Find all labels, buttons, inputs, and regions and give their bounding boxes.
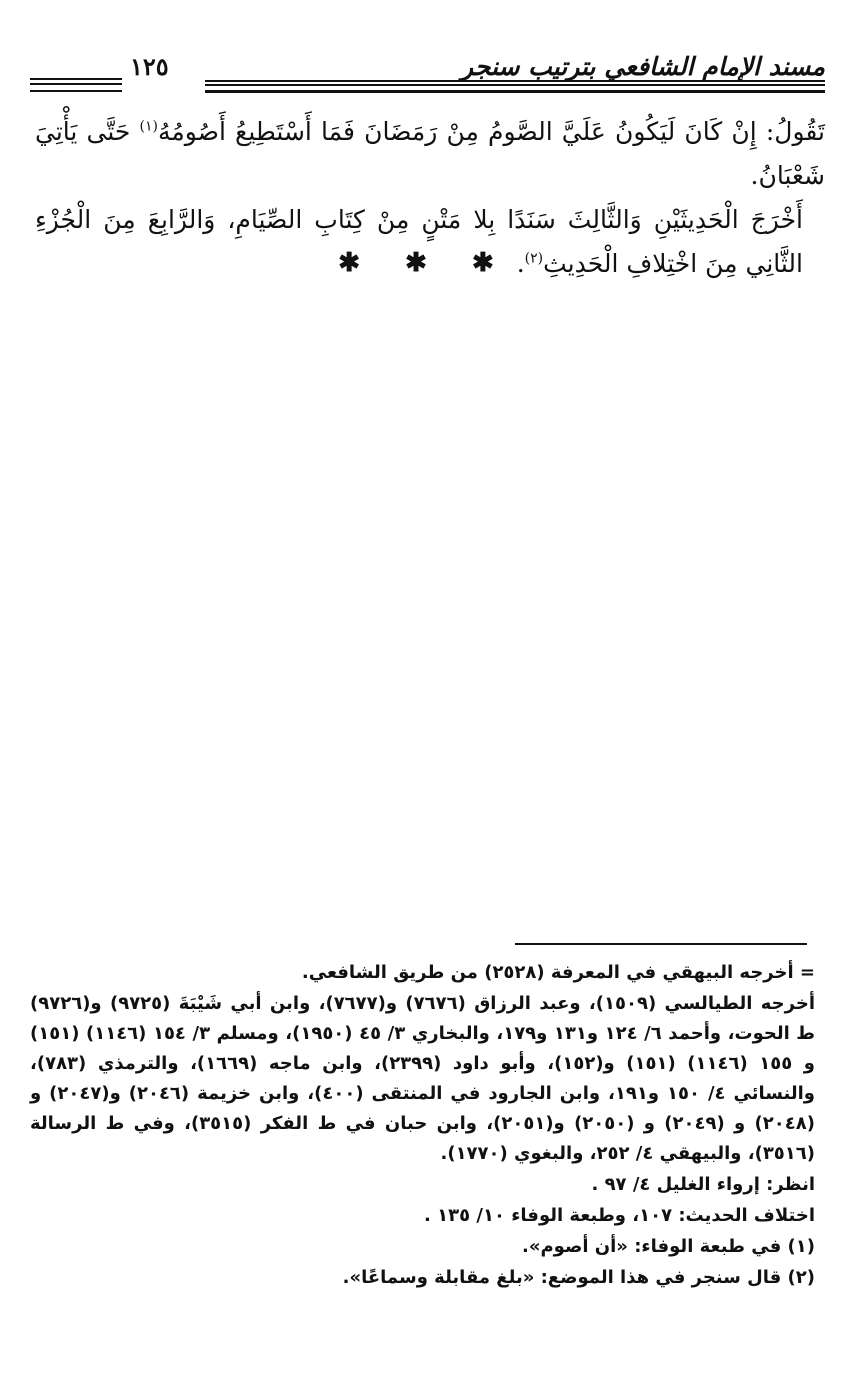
paragraph-2-text-b: . (516, 249, 525, 278)
paragraph-1-text-a: تَقُولُ: إِنْ كَانَ لَيَكُونُ عَلَيَّ الصَّومُ مِنْ رَمَضَانَ فَمَا أَسْتَطِيعُ أَصُومُهُ (158, 117, 825, 146)
footnote-1: (١) في طبعة الوفاء: «أن أصوم». (522, 1236, 815, 1257)
page-header (30, 52, 825, 102)
paragraph-1-text-b: حَتَّى يَأْتِيَ شَعْبَانُ. (35, 117, 825, 190)
footnote-2: (٢) قال سنجر في هذا الموضع: «بلغ مقابلة وسماعًا». (342, 1267, 815, 1288)
page-number: ١٢٥ (130, 52, 169, 81)
footnote-ref-2[interactable]: (٢) (524, 250, 544, 267)
header-rule-left (30, 78, 122, 92)
footnote-continuation: = أخرجه البيهقي في المعرفة (٢٥٢٨) من طريق الشافعي. (301, 962, 815, 983)
footnote-divider (515, 943, 807, 945)
footnote-ref-1[interactable]: (١) (139, 118, 158, 135)
section-separator: ✱ ✱ ✱ (338, 248, 512, 278)
paragraph-2-text-a: أَخْرَجَ الْحَدِيثَيْنِ وَالثَّالِثَ سَنَدًا بِلا مَتْنٍ مِنْ كِتَابِ الصِّيَامِ، وَالرَّابِعَ مِنَ الْجُزْءِ الثَّانِي مِنَ اخْتِلافِ الْحَدِيثِ (35, 205, 803, 278)
paragraph-1 (35, 110, 825, 198)
running-title: مسند الإمام الشافعي بترتيب سنجر (461, 52, 825, 81)
footnote-ikhtilaf: اختلاف الحديث: ١٠٧، وطبعة الوفاء ١٠/ ١٣٥ . (424, 1205, 815, 1226)
footnote-irwa: انظر: إرواء الغليل ٤/ ٩٧ . (591, 1174, 815, 1195)
footnote-takhrij: أخرجه الطيالسي (١٥٠٩)، وعبد الرزاق (٧٦٧٦) و(٧٦٧٧)، وابن أبي شَيْبَةَ (٩٧٢٥) و(٩٧٢٦) ط الحوت، وأحمد ٦/ ١٢٤ و١٣١ و١٧٩، والبخاري ٣/ ٤٥ (١٩٥٠)، ومسلم ٣/ ١٥٤ (١١٤٦) (١٥١) و ١٥٥ (١١٤٦) (١٥١) و(١٥٢)، وأبو داود (٢٣٩٩)، وابن ماجه (١٦٦٩)، والترمذي (٧٨٣)، والنسائي ٤/ ١٥٠ و١٩١، وابن الجارود في المنتقى (٤٠٠)، وابن خزيمة (٢٠٤٦) و(٢٠٤٧) و (٢٠٤٨) و (٢٠٤٩) و (٢٠٥٠) و(٢٠٥١)، وابن حبان في ط الفكر (٣٥١٥)، وفي ط الرسالة (٣٥١٦)، والبيهقي ٤/ ٢٥٢، والبغوي (١٧٧٠). (30, 993, 816, 1164)
footnotes (30, 958, 815, 1294)
header-rule-right (205, 80, 825, 93)
